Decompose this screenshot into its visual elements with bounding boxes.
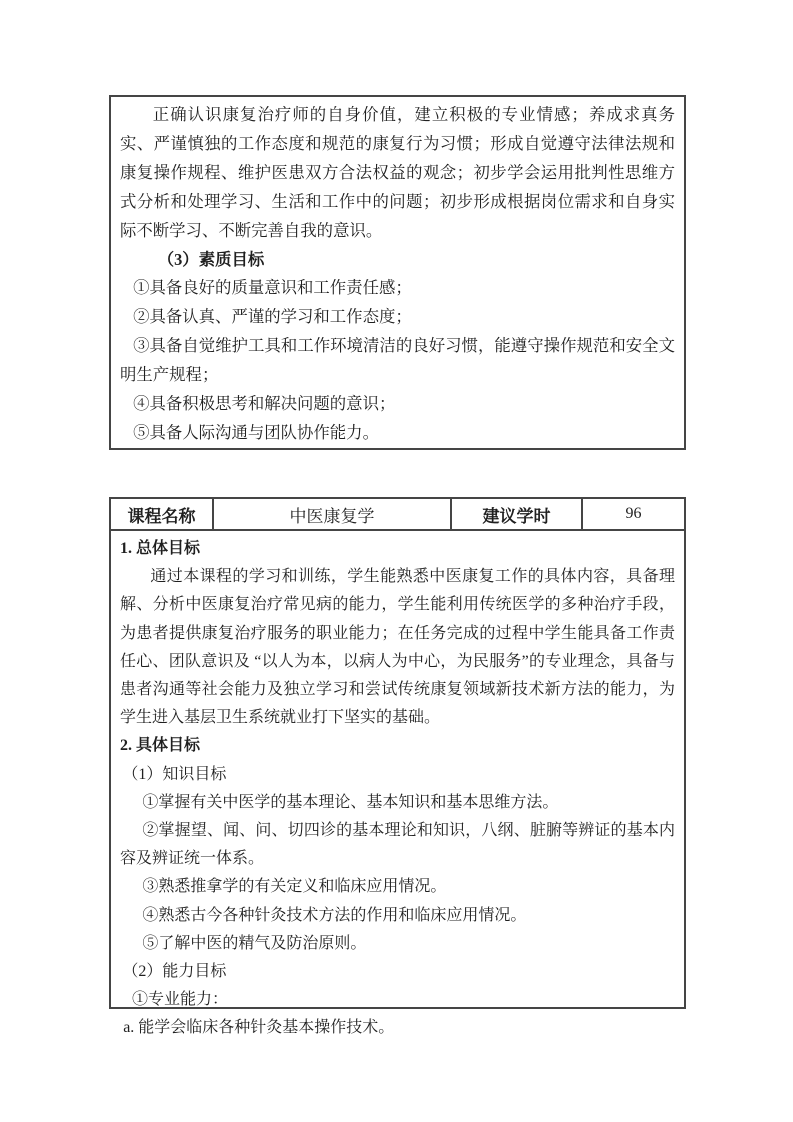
course-name-label-cell: 课程名称 bbox=[111, 499, 214, 529]
overall-goals-paragraph: 通过本课程的学习和训练，学生能熟悉中医康复工作的具体内容，具备理解、分析中医康复治疗常见病的能力，学生能利用传统医学的多种治疗手段，为患者提供康复治疗服务的职业能力；在任务完成的过程中学生能具备工作责任心、团队意识及 “以人为本，以病人为中心，为民服务”的专业理念，具备与患者沟通等社会能力及独立学习和尝试传统康复领域新技术新方法的能力，为学生进入基层卫生系统就业打下坚实的基础。 bbox=[120, 568, 675, 727]
quality-goal-item: ①具备良好的质量意识和工作责任感； bbox=[133, 278, 412, 298]
quality-goal-item: ③具备自觉维护工具和工作环境清洁的良好习惯，能遵守操作规范和安全文明生产规程； bbox=[120, 336, 675, 385]
ability-item-a: a. 能学会临床各种针灸基本操作技术。 bbox=[123, 1019, 395, 1037]
quality-goal-item: ⑤具备人际沟通与团队协作能力。 bbox=[133, 422, 379, 442]
course-table-body bbox=[111, 531, 684, 1043]
professional-ability-heading: ①专业能力： bbox=[132, 991, 229, 1009]
overall-goals-heading: 1. 总体目标 bbox=[120, 540, 201, 557]
goals-box bbox=[109, 95, 686, 450]
specific-goals-heading: 2. 具体目标 bbox=[120, 737, 201, 755]
quality-goal-item: ④具备积极思考和解决问题的意识； bbox=[133, 394, 396, 414]
suggested-hours-label-cell: 建议学时 bbox=[452, 499, 583, 529]
suggested-hours-value-cell: 96 bbox=[625, 505, 642, 522]
ability-goals-heading: （2）能力目标 bbox=[122, 963, 227, 981]
knowledge-goals-heading: （1）知识目标 bbox=[122, 765, 227, 783]
knowledge-goal-item: ②掌握望、闻、问、切四诊的基本理论和知识，八纲、脏腑等辨证的基本内容及辨证统一体系。 bbox=[120, 822, 675, 868]
course-name-value-cell: 中医康复学 bbox=[214, 499, 452, 529]
course-table-header-row bbox=[111, 499, 684, 531]
knowledge-goal-item: ④熟悉古今各种针灸技术方法的作用和临床应用情况。 bbox=[142, 906, 527, 924]
professional-attitude-paragraph: 正确认识康复治疗师的自身价值，建立积极的专业情感；养成求真务实、严谨慎独的工作态度和规范的康复行为习惯；形成自觉遵守法律法规和康复操作规程、维护医患双方合法权益的观念；初步学会运用批判性思维方式分析和处理学习、生活和工作中的问题；初步形成根据岗位需求和自身实际不断学习、不断完善自我的意识。 bbox=[120, 105, 675, 240]
knowledge-goal-item: ③熟悉推拿学的有关定义和临床应用情况。 bbox=[142, 878, 447, 896]
quality-goals-heading: （3）素质目标 bbox=[157, 249, 265, 269]
course-table bbox=[109, 497, 686, 1037]
quality-goal-item: ②具备认真、严谨的学习和工作态度； bbox=[133, 307, 412, 327]
knowledge-goal-item: ⑤了解中医的精气及防治原则。 bbox=[142, 934, 367, 952]
knowledge-goal-item: ①掌握有关中医学的基本理论、基本知识和基本思维方法。 bbox=[142, 793, 559, 811]
